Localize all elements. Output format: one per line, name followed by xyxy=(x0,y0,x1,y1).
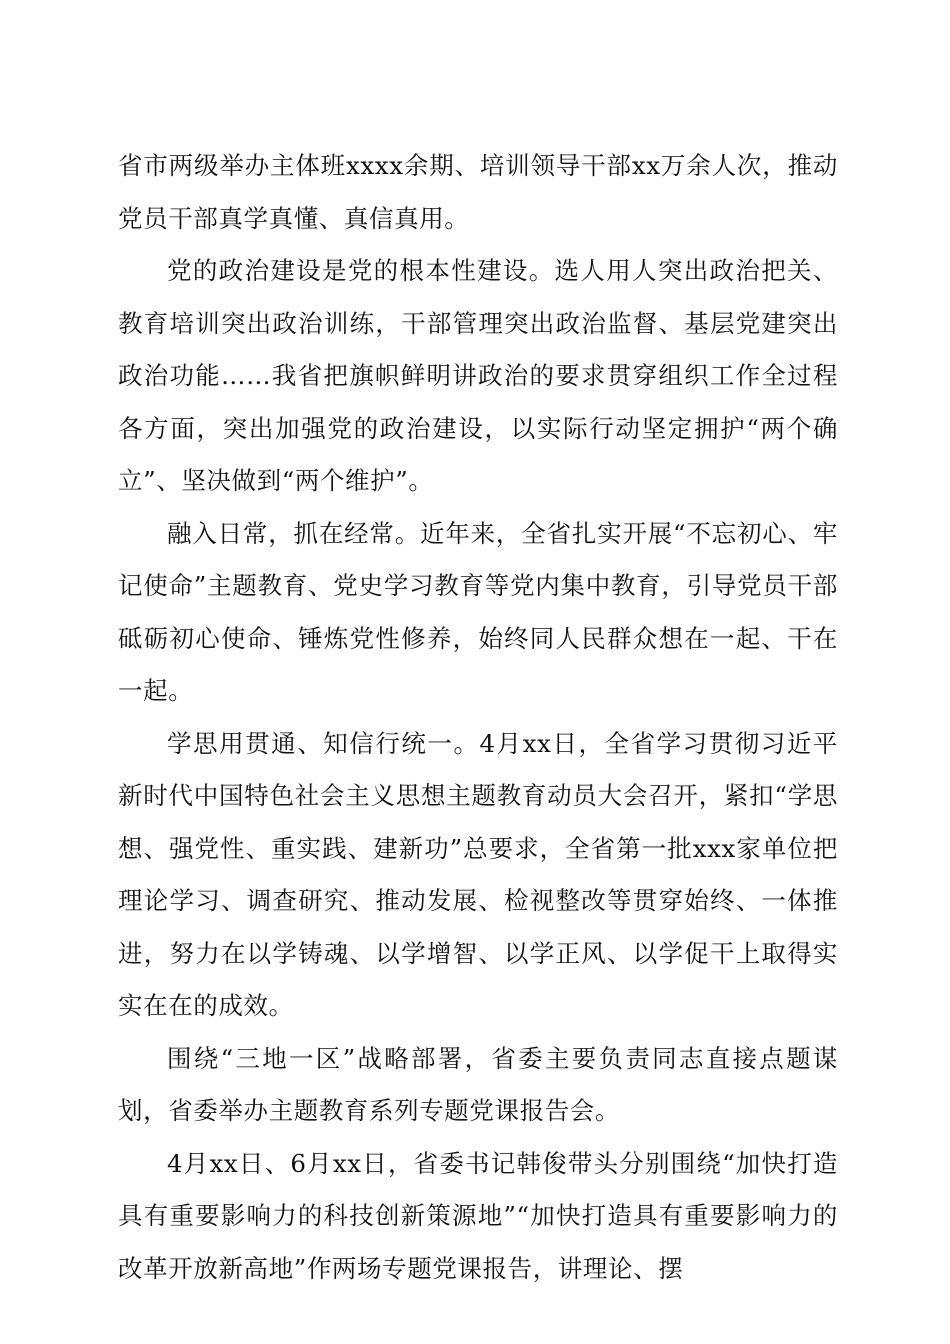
paragraph: 围绕“三地一区”战略部署，省委主要负责同志直接点题谋划，省委举办主题教育系列专题党课报告会。 xyxy=(118,1043,838,1125)
paragraph: 学思用贯通、知信行统一。4月xx日，全省学习贯彻习近平新时代中国特色社会主义思想主题教育动员大会召开，紧扣“学思想、强党性、重实践、建新功”总要求，全省第一批xxx家单位把理论学习、调查研究、推动发展、检视整改等贯穿始终、一体推进，努力在以学铸魂、以学增智、以学正风、以学促干上取得实实在在的成效。 xyxy=(118,728,838,1020)
paragraph: 党的政治建设是党的根本性建设。选人用人突出政治把关、教育培训突出政治训练，干部管理突出政治监督、基层党建突出政治功能……我省把旗帜鲜明讲政治的要求贯穿组织工作全过程各方面，突出加强党的政治建设，以实际行动坚定拥护“两个确立”、坚决做到“两个维护”。 xyxy=(118,256,838,495)
paragraph: 省市两级举办主体班xxxx余期、培训领导干部xx万余人次，推动党员干部真学真懂、真信真用。 xyxy=(118,151,838,233)
paragraph: 4月xx日、6月xx日，省委书记韩俊带头分别围绕“加快打造具有重要影响力的科技创新策源地”“加快打造具有重要影响力的改革开放新高地”作两场专题党课报告，讲理论、摆 xyxy=(118,1148,838,1283)
paragraph: 融入日常，抓在经常。近年来，全省扎实开展“不忘初心、牢记使命”主题教育、党史学习教育等党内集中教育，引导党员干部砥砺初心使命、锤炼党性修养，始终同人民群众想在一起、干在一起。 xyxy=(118,518,838,705)
document-body xyxy=(118,140,838,1295)
